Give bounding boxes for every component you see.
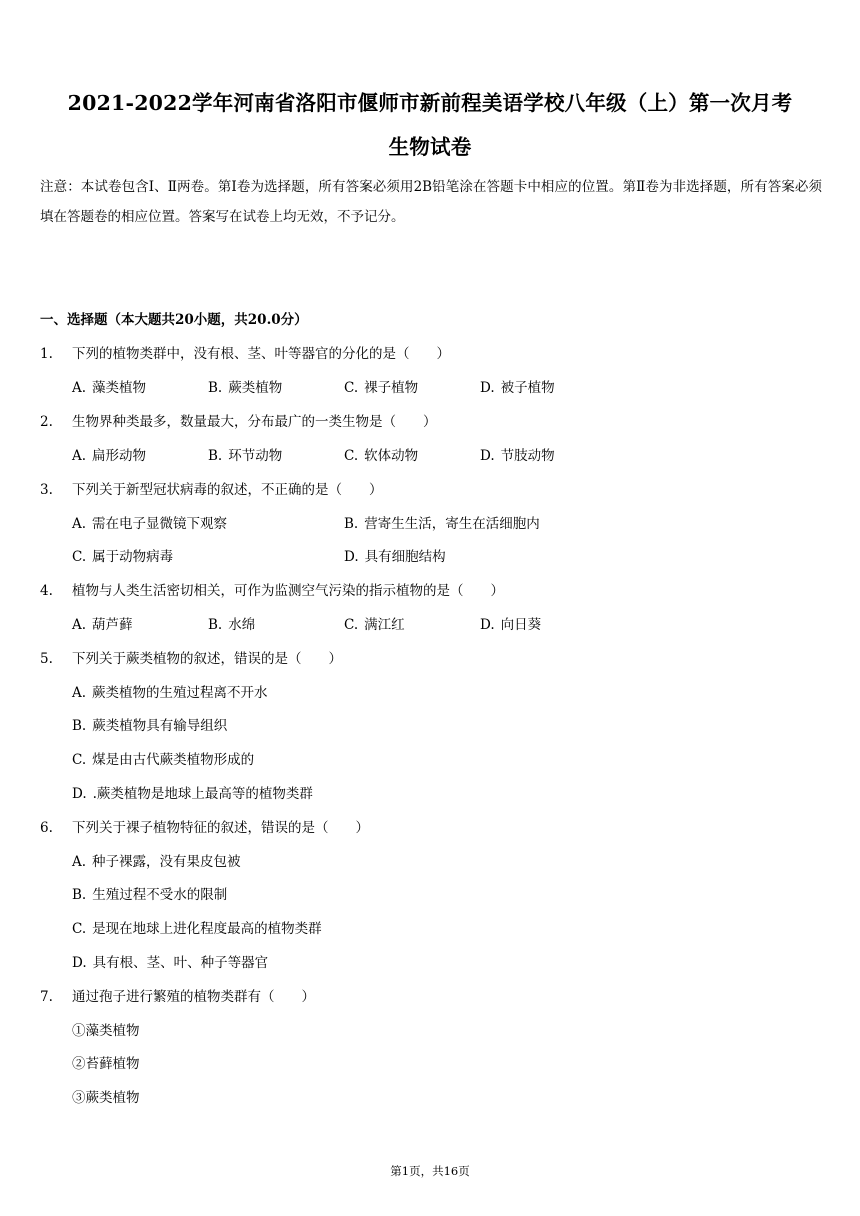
- question-stem: 生物界种类最多，数量最大，分布最广的一类生物是（ ）: [72, 414, 437, 430]
- question-number: 1.: [40, 346, 53, 362]
- option-b: B. 蕨类植物具有输导组织: [72, 718, 228, 734]
- exam-notice: 注意：本试卷包含Ⅰ、Ⅱ两卷。第Ⅰ卷为选择题，所有答案必须用2B铅笔涂在答题卡中相应的位置。第Ⅱ卷为非选择题，所有答案必须填在答题卷的相应位置。答案写在试卷上均无效，不予记分。: [40, 179, 822, 225]
- section-title: 一、选择题（本大题共20小题，共20.0分）: [40, 312, 308, 328]
- question-stem: 下列的植物类群中，没有根、茎、叶等器官的分化的是（ ）: [72, 346, 450, 362]
- page-footer: 第1页，共16页: [390, 1164, 470, 1178]
- question-5: [40, 647, 342, 667]
- option-d: D. 节肢动物: [480, 448, 555, 464]
- question-1: [40, 342, 450, 362]
- option-c: C. 软体动物: [344, 448, 419, 464]
- question-number: 7.: [40, 989, 53, 1005]
- option-b: B. 营寄生生活，寄生在活细胞内: [344, 516, 540, 532]
- option-d: D. 向日葵: [480, 617, 542, 633]
- option-c: C. 属于动物病毒: [72, 549, 174, 565]
- question-7: [40, 985, 315, 1005]
- option-a: A. 蕨类植物的生殖过程离不开水: [72, 685, 268, 701]
- question-number: 6.: [40, 820, 53, 836]
- exam-title-line2: 生物试卷: [388, 135, 472, 159]
- option-b: B. 蕨类植物: [208, 380, 283, 396]
- option-a: A. 种子裸露，没有果皮包被: [72, 854, 241, 870]
- option-d: D. .蕨类植物是地球上最高等的植物类群: [72, 786, 313, 802]
- list-item: ①藻类植物: [72, 1023, 140, 1039]
- question-stem: 通过孢子进行繁殖的植物类群有（ ）: [72, 989, 315, 1005]
- option-b: B. 生殖过程不受水的限制: [72, 887, 228, 903]
- option-a: A. 葫芦藓: [72, 617, 133, 633]
- option-d: D. 具有根、茎、叶、种子等器官: [72, 955, 269, 971]
- question-2: [40, 410, 437, 430]
- question-stem: 植物与人类生活密切相关，可作为监测空气污染的指示植物的是（ ）: [72, 583, 504, 599]
- option-c: C. 煤是由古代蕨类植物形成的: [72, 752, 255, 768]
- exam-title-line1: 2021-2022学年河南省洛阳市偃师市新前程美语学校八年级（上）第一次月考: [67, 91, 793, 115]
- option-a: A. 需在电子显微镜下观察: [72, 516, 228, 532]
- list-item: ③蕨类植物: [72, 1090, 140, 1106]
- question-3: [40, 478, 383, 498]
- option-c: C. 裸子植物: [344, 380, 419, 396]
- question-number: 5.: [40, 651, 53, 667]
- list-item: ②苔藓植物: [72, 1056, 140, 1072]
- question-stem: 下列关于蕨类植物的叙述，错误的是（ ）: [72, 651, 342, 667]
- option-b: B. 环节动物: [208, 448, 283, 464]
- question-stem: 下列关于裸子植物特征的叙述，错误的是（ ）: [72, 820, 369, 836]
- question-6: [40, 816, 369, 836]
- option-b: B. 水绵: [208, 617, 256, 633]
- question-number: 3.: [40, 482, 53, 498]
- option-d: D. 被子植物: [480, 380, 555, 396]
- question-number: 2.: [40, 414, 53, 430]
- option-d: D. 具有细胞结构: [344, 549, 446, 565]
- option-a: A. 扁形动物: [72, 448, 147, 464]
- question-4: [40, 579, 504, 599]
- question-stem: 下列关于新型冠状病毒的叙述，不正确的是（ ）: [72, 482, 383, 498]
- option-a: A. 藻类植物: [72, 380, 147, 396]
- option-c: C. 是现在地球上进化程度最高的植物类群: [72, 921, 322, 937]
- option-c: C. 满江红: [344, 617, 405, 633]
- question-number: 4.: [40, 583, 53, 599]
